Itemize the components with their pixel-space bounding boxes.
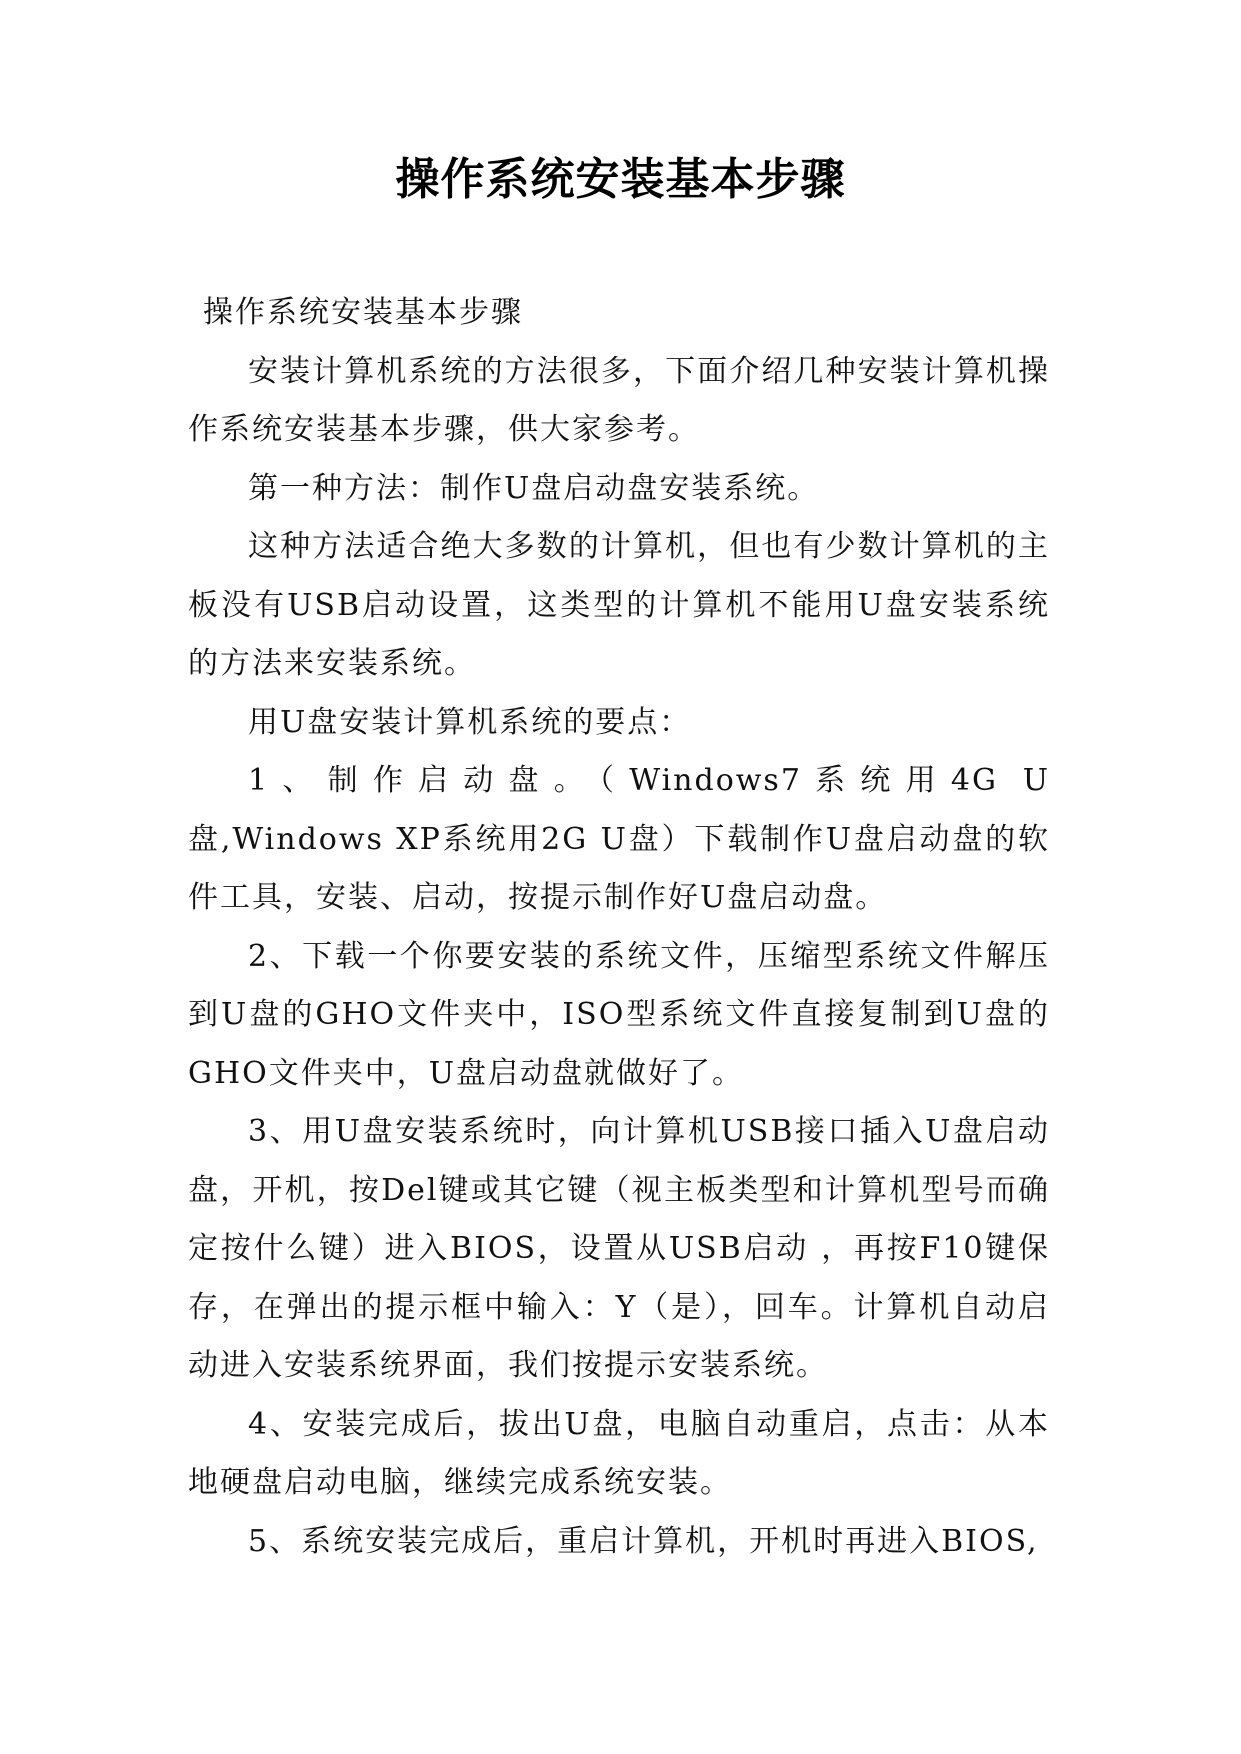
subtitle-paragraph: 操作系统安装基本步骤 xyxy=(203,295,523,330)
step-2-paragraph: 2、下载一个你要安装的系统文件，压缩型系统文件解压到U盘的GHO文件夹中，ISO型系统文件直接复制到U盘的GHO文件夹中，U盘启动盘就做好了。 xyxy=(188,938,1050,1091)
intro-paragraph: 安装计算机系统的方法很多，下面介绍几种安装计算机操作系统安装基本步骤，供大家参考。 xyxy=(188,353,1050,447)
document-body xyxy=(188,284,1050,1571)
document-title: 操作系统安装基本步骤 xyxy=(395,154,846,205)
step-1-paragraph: 1、制作启动盘。（Windows7系统用4G U盘,Windows XP系统用2G U盘）下载制作U盘启动盘的软件工具，安装、启动，按提示制作好U盘启动盘。 xyxy=(188,763,1050,915)
method-heading: 第一种方法：制作U盘启动盘安装系统。 xyxy=(248,470,820,506)
step-5-paragraph: 5、系统安装完成后，重启计算机，开机时再进入BIOS, xyxy=(248,1523,1039,1559)
step-4-paragraph: 4、安装完成后，拔出U盘，电脑自动重启，点击：从本地硬盘启动电脑，继续完成系统安装。 xyxy=(188,1406,1050,1500)
step-3-paragraph: 3、用U盘安装系统时，向计算机USB接口插入U盘启动盘，开机，按Del键或其它键（视主板类型和计算机型号而确定按什么键）进入BIOS，设置从USB启动 ，再按F10键保存，在弹出的提示框中输入：Y（是），回车。计算机自动启动进入安装系统界面，我们按提示安装系统。 xyxy=(188,1114,1050,1383)
method-note-paragraph: 这种方法适合绝大多数的计算机，但也有少数计算机的主板没有USB启动设置，这类型的计算机不能用U盘安装系统的方法来安装系统。 xyxy=(188,529,1050,681)
key-points-heading: 用U盘安装计算机系统的要点： xyxy=(248,704,692,740)
